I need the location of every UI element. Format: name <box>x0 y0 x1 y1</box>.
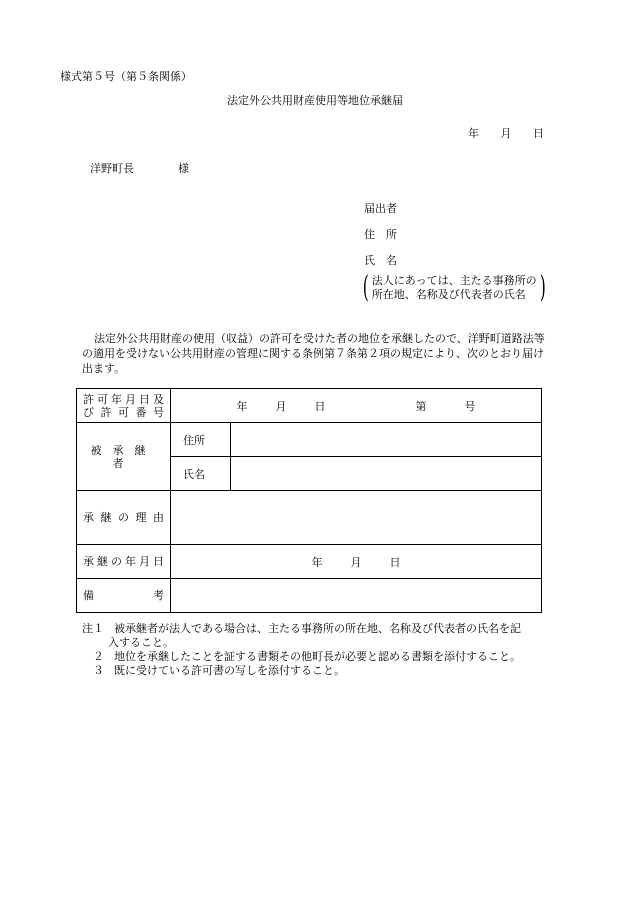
succession-date-label: 承継の年月日 <box>77 545 171 579</box>
submitter-label: 届出者 <box>364 202 397 215</box>
succession-form-table <box>76 388 542 613</box>
date-day: 日 <box>533 127 544 140</box>
date-year: 年 <box>468 127 479 140</box>
list-item: ３ 既に受けている許可書の写しを添付すること。 <box>82 664 345 677</box>
remarks-label: 備 考 <box>77 579 171 613</box>
name-label: 氏 名 <box>364 254 397 267</box>
predecessor-name-field[interactable] <box>231 457 542 491</box>
date-month: 月 <box>500 127 512 140</box>
predecessor-label: 被承継者 <box>77 423 171 491</box>
reason-field[interactable] <box>171 491 542 545</box>
remarks-field[interactable] <box>171 579 542 613</box>
submission-date <box>468 127 544 140</box>
predecessor-address-label: 住所 <box>171 423 231 457</box>
reason-label: 承継の理由 <box>77 491 171 545</box>
predecessor-address-field[interactable] <box>231 423 542 457</box>
permit-value-cell[interactable]: 年 月 日 第 号 <box>171 389 542 423</box>
left-bracket: ( <box>362 270 369 305</box>
corporate-note <box>360 270 548 305</box>
succession-date-field[interactable]: 年 月 日 <box>171 545 542 579</box>
recipient-honorific: 様 <box>178 162 189 175</box>
table-row <box>77 491 542 545</box>
table-row <box>77 579 542 613</box>
recipient-name: 洋野町長 <box>90 162 134 175</box>
right-bracket: ) <box>539 270 546 305</box>
predecessor-name-label: 氏名 <box>171 457 231 491</box>
list-item: 注１ 被承継者が法人である場合は、主たる事務所の所在地、名称及び代表者の氏名を記 <box>82 622 521 635</box>
address-label: 住 所 <box>364 228 397 241</box>
notes <box>82 622 521 678</box>
permit-label: 許可年月日及 び許可番号 <box>77 389 171 423</box>
form-number: 様式第５号（第５条関係） <box>60 70 192 83</box>
corporate-note-line2: 所在地、名称及び代表者の氏名 <box>371 288 526 301</box>
list-item-continuation: 入すること。 <box>108 636 174 649</box>
recipient <box>90 162 189 175</box>
corporate-note-line1: 法人にあっては、主たる事務所の <box>371 274 537 287</box>
table-row <box>77 545 542 579</box>
table-row <box>77 389 542 423</box>
page-title: 法定外公共用財産使用等地位承継届 <box>227 94 403 107</box>
list-item: ２ 地位を承継したことを証する書類その他町長が必要と認める書類を添付すること。 <box>82 650 521 663</box>
table-row <box>77 423 542 457</box>
body-text: 法定外公共用財産の使用（収益）の許可を受けた者の地位を承継したので、洋野町道路法等の適用を受けない公共用財産の管理に関する条例第７条第２項の規定により、次のとおり届け出ます。 <box>82 332 545 375</box>
